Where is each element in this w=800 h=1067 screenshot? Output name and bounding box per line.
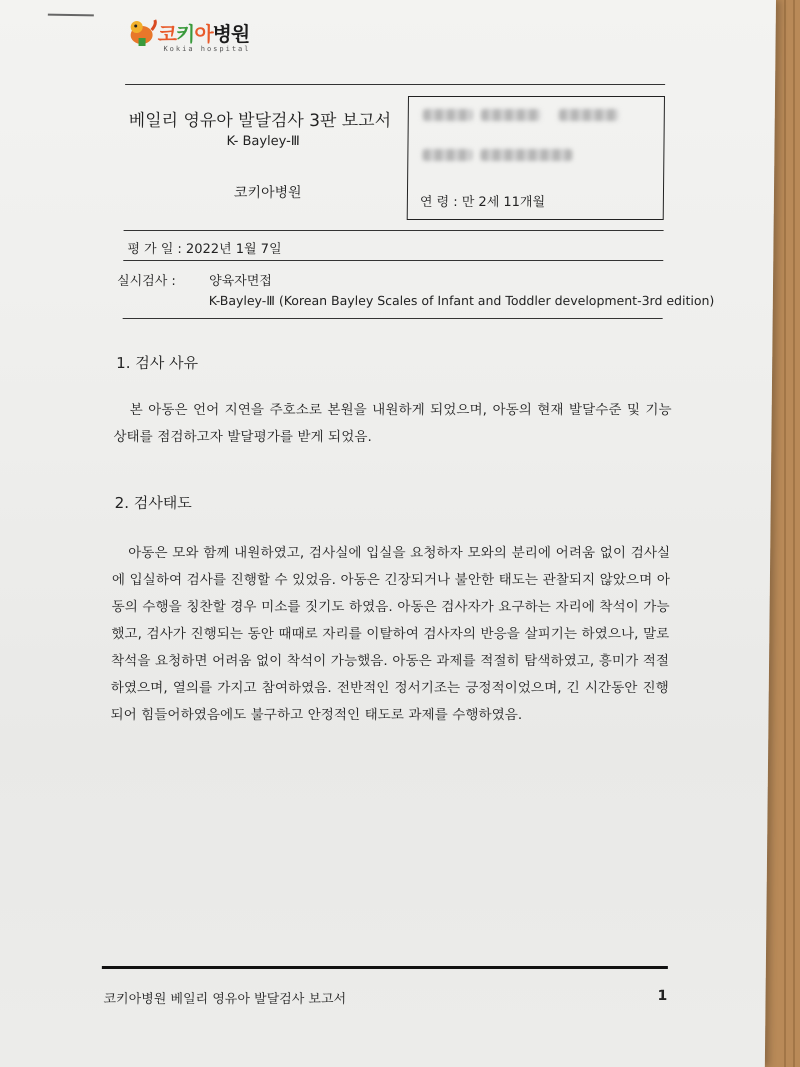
elephant-logo-icon	[128, 18, 158, 46]
redacted-field	[480, 149, 572, 161]
logo-wordmark: 코키아병원	[157, 22, 250, 46]
section-rule	[123, 260, 663, 261]
footer-rule	[102, 966, 668, 969]
patient-info-box	[407, 96, 665, 220]
page-number: 1	[657, 988, 668, 1004]
report-title: 베일리 영유아 발달검사 3판 보고서	[128, 111, 392, 131]
section-body: 아동은 모와 함께 내원하였고, 검사실에 입실을 요청하자 모와의 분리에 어려움 없이 검사실에 입실하여 검사를 진행할 수 있었음. 아동은 긴장되거나 불안한 태도는 관찰되지 않았으며 아동의 수행을 칭찬할 경우 미소를 짓기도 하였음. 아동은 검사자가 요구하는 자리에 착석이 가능했고, 검사가 진행되는 동안 때때로 자리를 이탈하여 검사자의 반응을 살피기는 하였으나, 말로 착석을 요청하면 어려움 없이 착석이 가능했음. 아동은 과제를 적절히 탐색하였고, 흥미가 적절하였으며, 열의를 가지고 참여하였음. 전반적인 정서기조는 긍정적이었으며, 긴 시간동안 진행되어 힘들어하였음에도 불구하고 안정적인 태도로 과제를 수행하였음.	[110, 545, 671, 723]
header-rule	[125, 84, 665, 85]
section-heading: 1. 검사 사유	[116, 354, 199, 372]
evaluation-date: 평 가 일 : 2022년 1월 7일	[127, 242, 282, 257]
hospital-name: 코키아병원	[233, 185, 302, 201]
section-rule	[123, 318, 663, 319]
logo-subtitle: Kokia hospital	[163, 45, 251, 53]
redacted-field	[423, 109, 473, 121]
redacted-field	[481, 109, 541, 121]
section-body: 본 아동은 언어 지연을 주호소로 본원을 내원하게 되었으며, 아동의 현재 발달수준 및 기능 상태를 점검하고자 발달평가를 받게 되었음.	[113, 402, 672, 445]
hospital-logo	[127, 14, 277, 54]
section-heading: 2. 검사태도	[114, 494, 192, 512]
patient-age: 연 령 : 만 2세 11개월	[419, 195, 546, 210]
redacted-field	[559, 109, 619, 121]
redacted-field	[422, 149, 472, 161]
footer-text: 코키아병원 베일리 영유아 발달검사 보고서	[103, 992, 347, 1007]
exam-item: K-Bayley-Ⅲ (Korean Bayley Scales of Infant and Toddler development-3rd edition)	[208, 293, 715, 308]
pencil-mark	[48, 14, 94, 17]
wood-grain	[793, 0, 795, 1067]
exam-item: 양육자면접	[208, 274, 272, 289]
wood-grain	[784, 0, 786, 1067]
report-subtitle: K- Bayley-Ⅲ	[226, 134, 300, 149]
section-rule	[124, 230, 664, 231]
exam-label: 실시검사 :	[116, 274, 176, 289]
